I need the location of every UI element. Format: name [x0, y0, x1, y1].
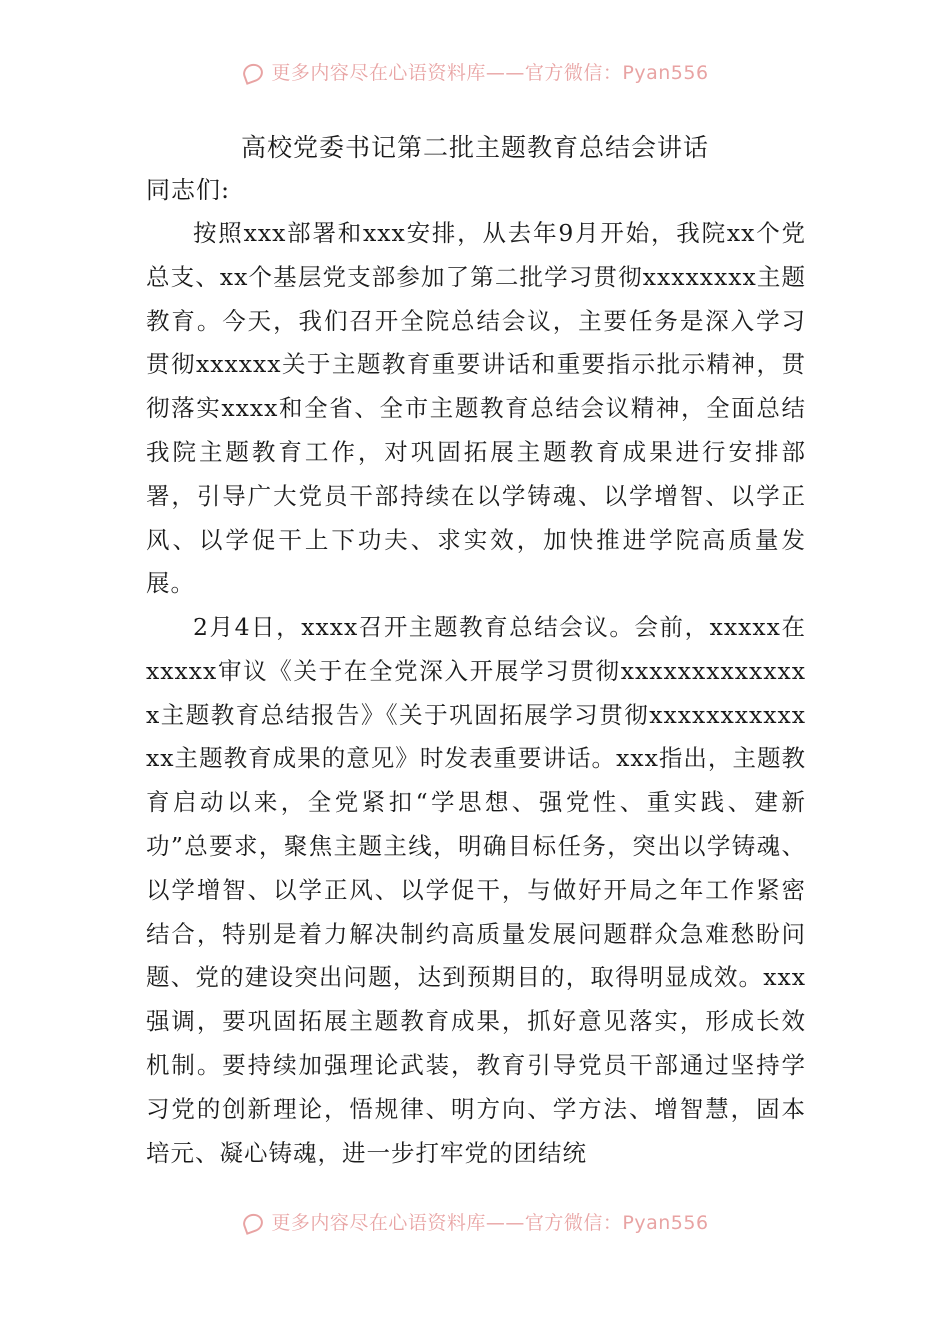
paragraph-1-block — [146, 212, 806, 606]
watermark-header — [0, 58, 950, 85]
paragraph: 按照xxx部署和xxx安排，从去年9月开始，我院xx个党总支、xx个基层党支部参加了第二批学习贯彻xxxxxxxx主题教育。今天，我们召开全院总结会议，主要任务是深入学习贯彻xxxxxx关于主题教育重要讲话和重要指示批示精神，贯彻落实xxxx和全省、全市主题教育总结会议精神，全面总结我院主题教育工作，对巩固拓展主题教育成果进行安排部署，引导广大党员干部持续在以学铸魂、以学增智、以学正风、以学促干上下功夫、求实效，加快推进学院高质量发展。 — [146, 219, 806, 598]
watermark-footer — [0, 1208, 950, 1235]
watermark-header-text: 更多内容尽在心语资料库——官方微信：Pyan556 — [271, 62, 709, 84]
paragraph-2-block — [146, 606, 806, 1175]
paragraph: 2月4日，xxxx召开主题教育总结会议。会前，xxxxx在xxxxx审议《关于在全党深入开展学习贯彻xxxxxxxxxxxxxx主题教育总结报告》《关于巩固拓展学习贯彻xxxxxxxxxxxxx主题教育成果的意见》时发表重要讲话。xxx指出，主题教育启动以来，全党紧扣“学思想、强党性、重实践、建新功”总要求，聚焦主题主线，明确目标任务，突出以学铸魂、以学增智、以学正风、以学促干，与做好开局之年工作紧密结合，特别是着力解决制约高质量发展问题群众急难愁盼问题、党的建设突出问题，达到预期目的，取得明显成效。xxx强调，要巩固拓展主题教育成果，抓好意见落实，形成长效机制。要持续加强理论武装，教育引导党员干部通过坚持学习党的创新理论，悟规律、明方向、学方法、增智慧，固本培元、凝心铸魂，进一步打牢党的团结统 — [146, 613, 806, 1167]
document-title: 高校党委书记第二批主题教育总结会讲话 — [240, 133, 709, 162]
watermark-logo-icon — [241, 62, 265, 82]
salutation: 同志们: — [146, 176, 231, 204]
watermark-logo-icon — [241, 1212, 265, 1232]
watermark-footer-text: 更多内容尽在心语资料库——官方微信：Pyan556 — [271, 1212, 709, 1234]
